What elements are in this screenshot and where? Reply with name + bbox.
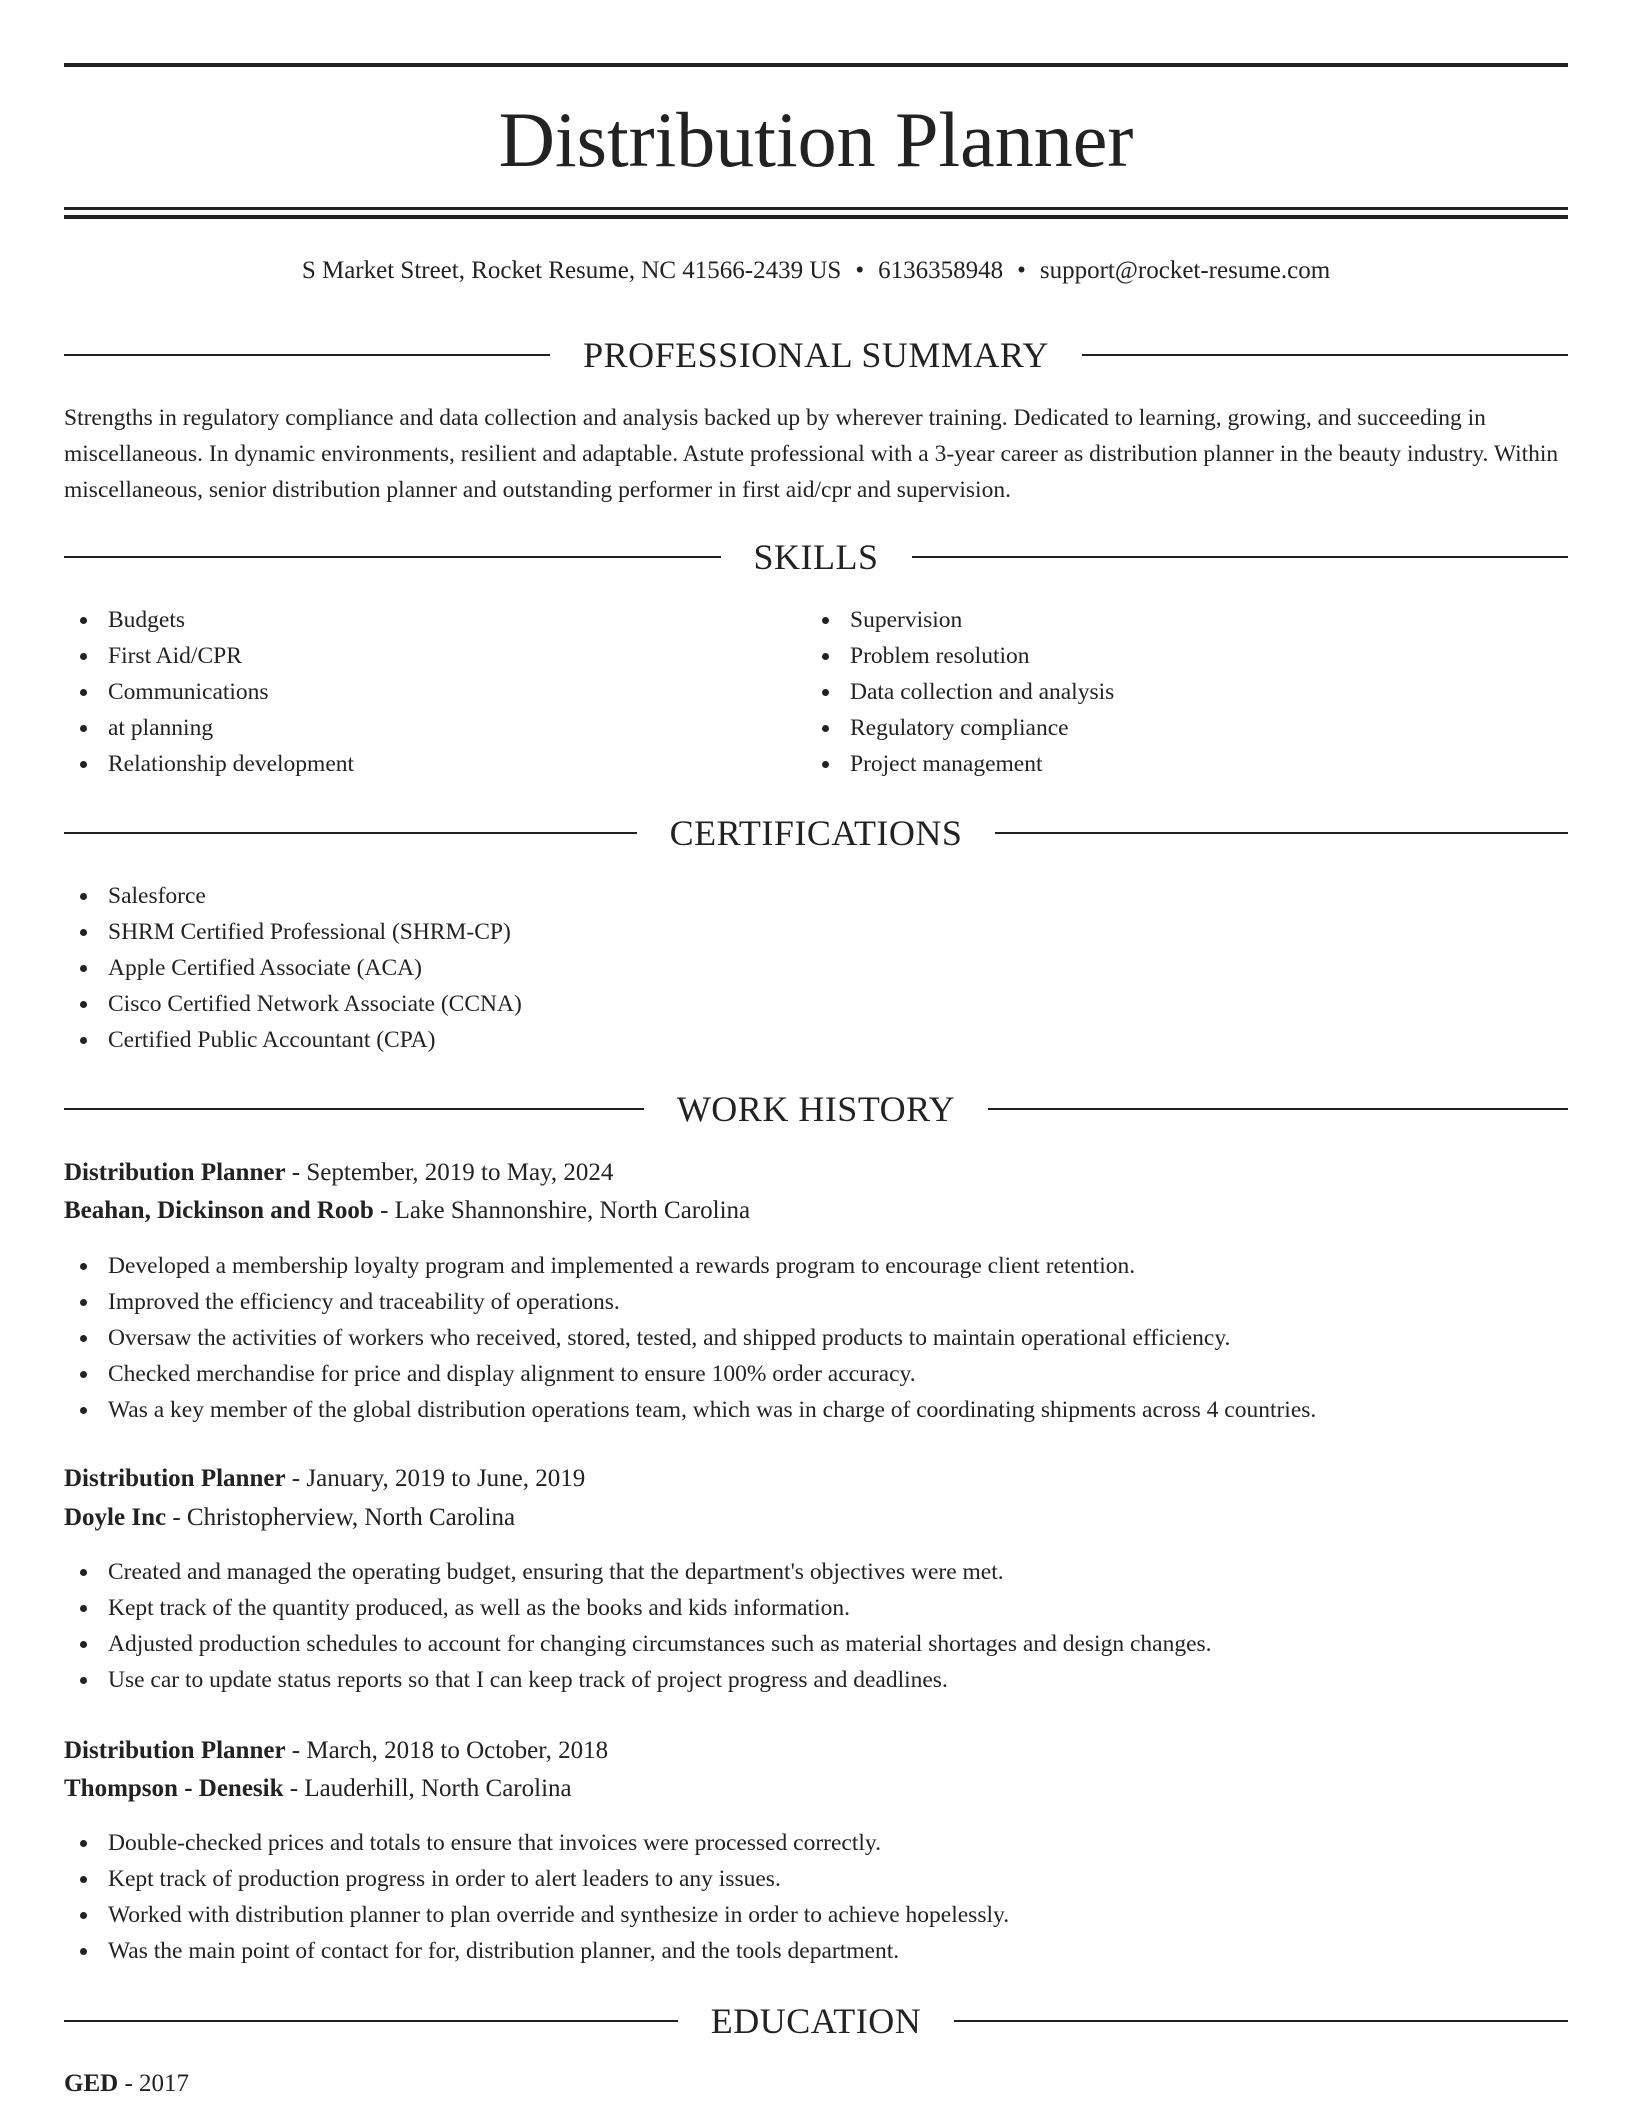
heading-rule	[988, 1108, 1568, 1110]
skill-item: Communications	[64, 674, 764, 710]
job-bullet: Adjusted production schedules to account for changing circumstances such as material shortages and design changes.	[64, 1626, 1568, 1662]
job-bullet: Double-checked prices and totals to ensure that invoices were processed correctly.	[64, 1825, 1568, 1861]
certification-item: Apple Certified Associate (ACA)	[64, 950, 1464, 986]
job-bullet: Improved the efficiency and traceability of operations.	[64, 1284, 1568, 1320]
job-bullet: Was the main point of contact for for, distribution planner, and the tools department.	[64, 1933, 1568, 1969]
job-bullet: Use car to update status reports so that I can keep track of project progress and deadlines.	[64, 1662, 1568, 1698]
summary-text: Strengths in regulatory compliance and data collection and analysis backed up by wherever training. Dedicated to learning, growing, and succeeding in miscellaneous. In dynamic environments, resilient and adaptable. Astute professional with a 3-year career as distribution planner in the beauty industry. Within miscellaneous, senior distribution planner and outstanding performer in first aid/cpr and supervision.	[64, 405, 1559, 503]
skill-item: Relationship development	[64, 746, 764, 782]
job-bullet: Worked with distribution planner to plan override and synthesize in order to achieve hopelessly.	[64, 1897, 1568, 1933]
certifications-list	[64, 878, 1464, 1058]
job-bullets	[64, 1554, 1568, 1698]
heading-rule	[1082, 354, 1568, 356]
job-company: Thompson - Denesik	[64, 1775, 284, 1802]
skill-item: Supervision	[806, 602, 1506, 638]
certification-item: Certified Public Accountant (CPA)	[64, 1022, 1464, 1058]
contact-address: S Market Street, Rocket Resume, NC 41566-2439 US	[301, 257, 842, 284]
job-bullet: Checked merchandise for price and display alignment to ensure 100% order accuracy.	[64, 1356, 1568, 1392]
education-line	[64, 2066, 1568, 2102]
job-bullet: Kept track of the quantity produced, as well as the books and kids information.	[64, 1590, 1568, 1626]
section-heading-work-history	[64, 1086, 1568, 1132]
job-bullet: Developed a membership loyalty program and implemented a rewards program to encourage client retention.	[64, 1248, 1568, 1284]
section-title: WORK HISTORY	[676, 1089, 956, 1129]
skills-list-left	[64, 602, 764, 782]
skill-item: Budgets	[64, 602, 764, 638]
heading-rule	[954, 2020, 1568, 2022]
contact-line	[64, 254, 1568, 288]
job-dates: - March, 2018 to October, 2018	[285, 1737, 609, 1764]
job-dates: - January, 2019 to June, 2019	[285, 1465, 586, 1492]
job-dates: - September, 2019 to May, 2024	[285, 1159, 614, 1186]
section-heading-certifications	[64, 810, 1568, 856]
job-bullet: Was a key member of the global distribution operations team, which was in charge of coordinating shipments across 4 countries.	[64, 1392, 1568, 1428]
skill-item: Data collection and analysis	[806, 674, 1506, 710]
section-title: SKILLS	[753, 537, 879, 577]
contact-email: support@rocket-resume.com	[1039, 257, 1331, 284]
section-title: CERTIFICATIONS	[669, 813, 963, 853]
job-company-line	[64, 1500, 1568, 1536]
certification-item: Cisco Certified Network Associate (CCNA)	[64, 986, 1464, 1022]
job-bullet: Created and managed the operating budget, ensuring that the department's objectives were met.	[64, 1554, 1568, 1590]
job-company-line	[64, 1193, 1568, 1229]
title-underline-rule	[64, 207, 1568, 210]
job-bullets	[64, 1825, 1568, 1969]
resume-title: Distribution Planner	[498, 96, 1134, 183]
job-location: - Christopherview, North Carolina	[166, 1504, 516, 1531]
contact-phone: 6136358948	[878, 257, 1004, 284]
job-company-line	[64, 1771, 1568, 1807]
job-company: Doyle Inc	[64, 1504, 167, 1531]
title-underline-rule-thick	[64, 215, 1568, 219]
section-title: EDUCATION	[710, 2001, 922, 2041]
skill-item: at planning	[64, 710, 764, 746]
job-title: Distribution Planner	[64, 1465, 286, 1492]
skill-item: Regulatory compliance	[806, 710, 1506, 746]
job-bullets	[64, 1248, 1568, 1428]
heading-rule	[64, 832, 637, 834]
section-title: PROFESSIONAL SUMMARY	[583, 335, 1049, 375]
heading-rule	[912, 556, 1569, 558]
job-location: - Lake Shannonshire, North Carolina	[373, 1197, 751, 1224]
top-rule	[64, 63, 1568, 67]
contact-separator: •	[855, 257, 865, 284]
heading-rule	[64, 354, 550, 356]
heading-rule	[64, 2020, 678, 2022]
job-company: Beahan, Dickinson and Roob	[64, 1197, 374, 1224]
skills-list-right	[806, 602, 1506, 782]
job-bullet: Oversaw the activities of workers who received, stored, tested, and shipped products to maintain operational efficiency.	[64, 1320, 1568, 1356]
contact-separator: •	[1017, 257, 1026, 284]
job-bullet: Kept track of production progress in order to alert leaders to any issues.	[64, 1861, 1568, 1897]
job-title: Distribution Planner	[64, 1737, 286, 1764]
job-title-line	[64, 1733, 1568, 1769]
skill-item: Project management	[806, 746, 1506, 782]
education-degree: GED	[64, 2070, 119, 2097]
job-title: Distribution Planner	[64, 1159, 286, 1186]
section-heading-education	[64, 1998, 1568, 2044]
skill-item: Problem resolution	[806, 638, 1506, 674]
heading-rule	[995, 832, 1568, 834]
skill-item: First Aid/CPR	[64, 638, 764, 674]
section-heading-summary	[64, 332, 1568, 378]
job-title-line	[64, 1461, 1568, 1497]
heading-rule	[64, 556, 721, 558]
education-year: - 2017	[118, 2070, 190, 2097]
certification-item: Salesforce	[64, 878, 1464, 914]
heading-rule	[64, 1108, 644, 1110]
section-heading-skills	[64, 534, 1568, 580]
job-title-line	[64, 1155, 1568, 1191]
certification-item: SHRM Certified Professional (SHRM-CP)	[64, 914, 1464, 950]
job-location: - Lauderhill, North Carolina	[283, 1775, 572, 1802]
